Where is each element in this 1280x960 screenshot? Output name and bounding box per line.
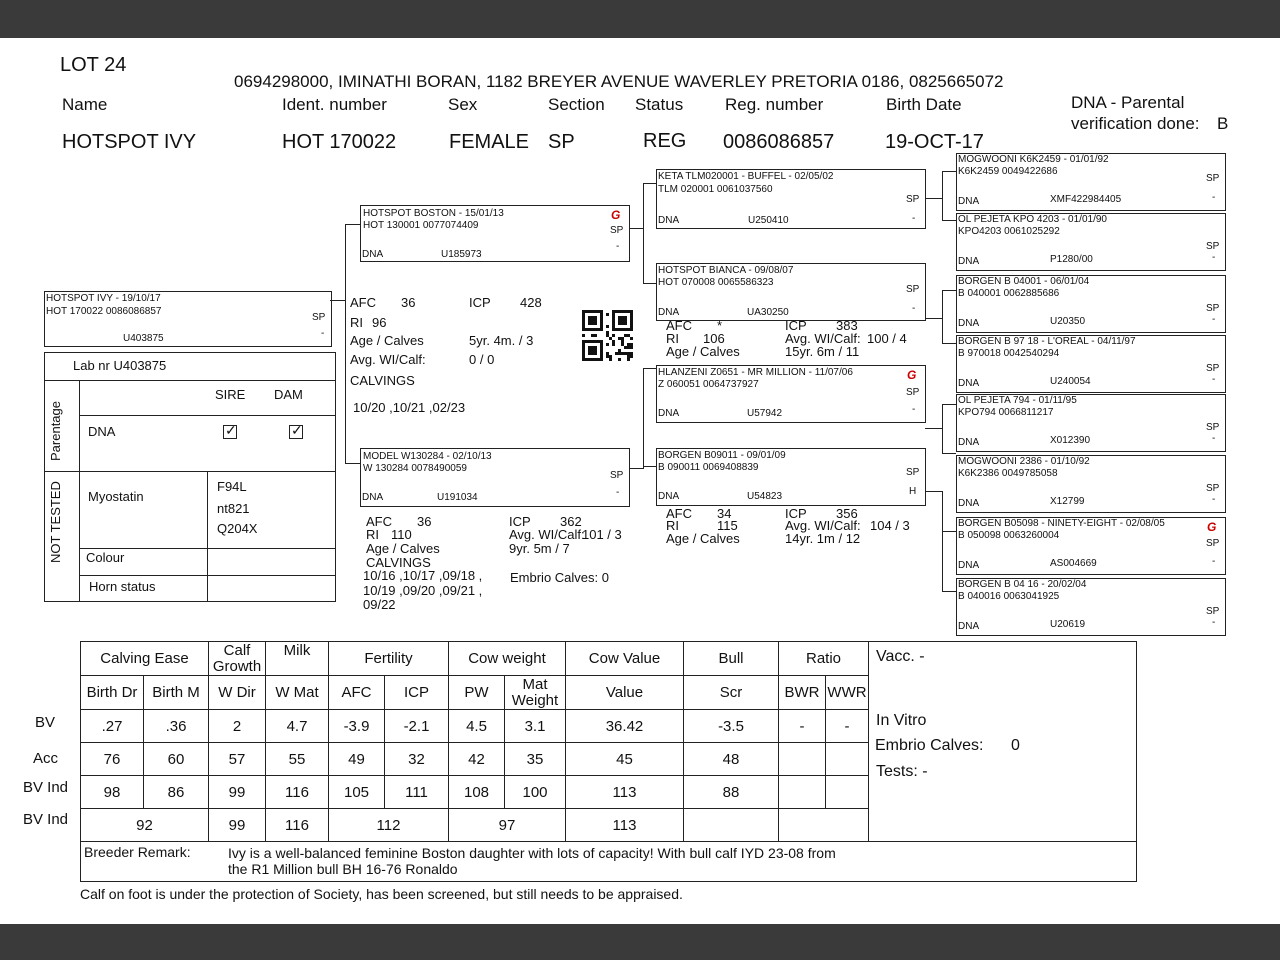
header-sex: Sex [448,95,478,114]
dd-avg-wi-label: Avg. WI/Calf: [785,518,861,533]
ggp-dna-label: DNA [958,560,980,571]
age-calves-label: Age / Calves [350,333,424,348]
group-fertility: Fertility [329,642,449,676]
group-cow-value: Cow Value [566,642,684,676]
bv-cell-3: 4.7 [266,710,329,743]
ind-cell-8: 113 [566,776,684,809]
ind-cell-1: 86 [144,776,209,809]
ggp-ident: KPO794 0066811217 [958,407,1054,418]
ggp-dash: - [1212,433,1216,444]
sub-header-0: Birth Dr [81,676,144,710]
ggp-dna-code: X12799 [1050,496,1085,507]
ss-dna-label: DNA [658,215,680,226]
sd-age-calves-label: Age / Calves [666,344,740,359]
breeder-remark [81,842,1137,882]
ggp-ident: B 970018 0042540294 [958,348,1060,359]
dam-dam-box [656,448,926,506]
ggp-section: SP [1206,363,1220,374]
ggp-dna-code: XMF422984405 [1050,194,1122,205]
group-bull: Bull [684,642,779,676]
ggp-section: SP [1206,606,1220,617]
ind-cell-3: 116 [266,776,329,809]
dam-ri-label: RI [366,527,379,542]
bv-cell-8: 36.42 [566,710,684,743]
ds-section: SP [906,387,920,398]
ggp-dash: - [1212,617,1216,628]
ind-cell-4: 105 [329,776,385,809]
group-calving-ease: Calving Ease [81,642,209,676]
ggp-dna-label: DNA [958,621,980,632]
afc-value: 36 [401,295,416,310]
sd-title: HOTSPOT BIANCA - 09/08/07 [658,265,794,276]
dd-dna-code: U54823 [747,491,783,502]
dam-section: SP [610,470,624,481]
ind2-ratio [779,809,869,842]
icp-value: 428 [520,295,542,310]
bv-cell-2: 2 [209,710,266,743]
acc-cell-7: 35 [505,743,566,776]
ggp-dna-code: U20350 [1050,316,1086,327]
ds-dna-code: U57942 [747,408,783,419]
header-status: Status [635,95,684,114]
sd-afc-value: * [717,318,723,333]
ggp-box-7 [956,578,1226,636]
ggp-section: SP [1206,303,1220,314]
self-ident: HOT 170022 0086086857 [46,306,162,317]
sub-header-10: BWR [779,676,826,710]
ggp-ident: B 040001 0062885686 [958,288,1060,299]
acc-cell-0: 76 [81,743,144,776]
in-vitro: In Vitro [876,712,927,729]
lab-number: Lab nr U403875 [73,358,167,373]
sd-dash: - [912,303,916,314]
acc-cell-10 [779,743,826,776]
afc-label: AFC [350,295,376,310]
sd-age-calves-value: 15yr. 6m / 11 [785,344,860,359]
header-birth: Birth Date [886,95,962,114]
owner-details: 0694298000, IMINATHI BORAN, 1182 BREYER AVENUE WAVERLEY PRETORIA 0186, 0825665072 [234,72,1004,91]
vacc: Vacc. - [876,648,925,665]
ind2-calf-growth: 99 [209,809,266,842]
sub-header-5: ICP [385,676,449,710]
sd-dna-label: DNA [658,307,680,318]
dam-calvings-label: CALVINGS [366,555,431,570]
ind2-milk: 116 [266,809,329,842]
ggp-box-3 [956,335,1226,393]
calf-growth-2: Growth [212,657,262,675]
myostatin-label: Myostatin [88,489,144,504]
ggp-section: SP [1206,422,1220,433]
qr-code-icon [582,310,634,362]
sub-header-4: AFC [329,676,385,710]
ind-cell-5: 111 [385,776,449,809]
dam-calvings-2: 10/19 ,09/20 ,09/21 , [363,583,483,598]
header-reg: Reg. number [725,95,824,114]
header-name: Name [62,95,108,114]
ind2-cow-value: 113 [566,809,684,842]
dam-dash: - [616,487,620,498]
dd-afc-value: 34 [717,506,732,521]
dd-ri-label: RI [666,518,679,533]
lab-dam-header: DAM [274,387,303,402]
ds-title: HLANZENI Z0651 - MR MILLION - 11/07/06 [658,367,853,378]
ggp-box-5 [956,455,1226,513]
ggp-section: SP [1206,483,1220,494]
dam-age-calves-value: 9yr. 5m / 7 [509,541,570,556]
sire-dash: - [616,241,620,252]
ind-cell-6: 108 [449,776,505,809]
bv-cell-4: -3.9 [329,710,385,743]
ds-dash: - [912,404,916,415]
acc-cell-9: 48 [684,743,779,776]
myostatin-q204x: Q204X [217,521,258,536]
ggp-dna-label: DNA [958,318,980,329]
dam-dna-label: DNA [362,492,384,503]
ss-title: KETA TLM020001 - BUFFEL - 02/05/02 [658,171,834,182]
lab-dna-label: DNA [88,424,116,439]
ggp-dna-code: U240054 [1050,376,1091,387]
row-label-bv-ind-combined: BV Ind [23,811,69,828]
horn-status-label: Horn status [89,579,156,594]
dd-age-calves-label: Age / Calves [666,531,740,546]
ggp-dash: - [1212,556,1216,567]
row-label-acc: Acc [33,750,59,767]
sire-box [360,205,630,262]
sub-header-1: Birth M [144,676,209,710]
animal-section: SP [548,131,575,153]
ggp-dna-label: DNA [958,196,980,207]
calvings-value: 10/20 ,10/21 ,02/23 [353,400,466,415]
ggp-dash: - [1212,314,1216,325]
sd-icp-value: 383 [836,318,858,333]
acc-cell-3: 55 [266,743,329,776]
ind2-calving-ease: 92 [81,809,209,842]
ri-label: RI [350,315,363,330]
not-tested-label: NOT TESTED [48,481,63,563]
dd-title: BORGEN B09011 - 09/01/09 [658,450,786,461]
myostatin-f94l: F94L [217,479,247,494]
dam-dna-code: U191034 [437,492,478,503]
self-dna-code: U403875 [123,333,164,344]
ggp-ident: K6K2386 0049785058 [958,468,1058,479]
breeder-remark-label: Breeder Remark: [84,844,191,860]
ind2-bull [684,809,779,842]
ggp-dna-code: AS004669 [1050,558,1097,569]
dam-afc-label: AFC [366,514,392,529]
sub-header-2: W Dir [209,676,266,710]
ggp-dash: - [1212,374,1216,385]
dam-box [360,448,630,507]
row-label-bv-ind: BV Ind [23,779,69,796]
animal-reg: 0086086857 [723,131,835,153]
ind-cell-11 [826,776,869,809]
sd-avg-wi-label: Avg. WI/Calf: [785,331,861,346]
myostatin-nt821: nt821 [217,501,250,516]
ss-ident: TLM 020001 0061037560 [658,184,773,195]
ind-cell-10 [779,776,826,809]
sd-section: SP [906,284,920,295]
sub-header-11: WWR [826,676,869,710]
bv-cell-7: 3.1 [505,710,566,743]
group-milk: Milk [266,642,329,676]
ggp-dash: - [1212,494,1216,505]
ggp-dna-code: P1280/00 [1050,254,1093,265]
ggp-dna-label: DNA [958,378,980,389]
bv-cell-10: - [779,710,826,743]
society-logo-icon: G [611,208,621,222]
dam-title: MODEL W130284 - 02/10/13 [363,451,492,462]
bv-cell-1: .36 [144,710,209,743]
acc-cell-6: 42 [449,743,505,776]
sd-ri-label: RI [666,331,679,346]
animal-status: REG [643,130,687,152]
animal-ident: HOT 170022 [282,131,397,153]
dam-ident: W 130284 0078490059 [363,463,467,474]
ggp-ident: K6K2459 0049422686 [958,166,1058,177]
dd-ri-value: 115 [717,518,738,533]
avg-wi-value: 0 / 0 [469,352,495,367]
ss-dna-code: U250410 [748,215,789,226]
animal-name: HOTSPOT IVY [62,131,197,153]
ggp-dna-code: X012390 [1050,435,1091,446]
ggp-section: SP [1206,538,1220,549]
bv-cell-0: .27 [81,710,144,743]
ds-ident: Z 060051 0064737927 [658,379,759,390]
ggp-dna-label: DNA [958,498,980,509]
acc-cell-1: 60 [144,743,209,776]
breeding-values-table [80,641,1137,882]
tests: Tests: - [876,763,928,780]
ggp-title: BORGEN B 97 18 - L'OREAL - 04/11/97 [958,336,1136,347]
ind-cell-7: 100 [505,776,566,809]
ind-cell-2: 99 [209,776,266,809]
ggp-title: BORGEN B05098 - NINETY-EIGHT - 02/08/05 [958,518,1165,529]
header-ident: Ident. number [282,95,387,114]
ss-section: SP [906,194,920,205]
dam-ri-value: 110 [391,527,412,542]
ggp-dash: - [1212,192,1216,203]
header-dna: DNA - Parental [1071,93,1185,112]
sd-dna-code: UA30250 [747,307,789,318]
side-panel [869,642,1137,842]
age-calves-value: 5yr. 4m. / 3 [469,333,534,348]
ggp-section: SP [1206,173,1220,184]
calf-growth-1: Calf [223,641,251,659]
ggp-box-2 [956,275,1226,333]
dd-h: H [909,486,917,497]
lab-sire-header: SIRE [215,387,246,402]
ggp-title: MOGWOONI 2386 - 01/10/92 [958,456,1090,467]
dd-dna-label: DNA [658,491,680,502]
ggp-box-1 [956,213,1226,271]
sire-dna-check-icon [223,425,237,439]
ggp-title: BORGEN B 04001 - 06/01/04 [958,276,1090,287]
ri-value: 96 [372,315,387,330]
header-dna-verify: verification done: [1071,114,1200,133]
self-section: SP [312,312,326,323]
acc-cell-8: 45 [566,743,684,776]
ggp-title: MOGWOONI K6K2459 - 01/01/92 [958,154,1109,165]
bv-cell-6: 4.5 [449,710,505,743]
sire-dna-code: U185973 [441,249,482,260]
icp-label: ICP [469,295,491,310]
sub-header-8: Value [566,676,684,710]
sire-sire-box [656,169,926,229]
lot-number: LOT 24 [60,54,127,76]
dam-icp-label: ICP [509,514,531,529]
dam-afc-value: 36 [417,514,432,529]
breeder-remark-line2: the R1 Million bull BH 16-76 Ronaldo [228,861,458,877]
dam-dna-check-icon [289,425,303,439]
ggp-dash: - [1212,252,1216,263]
acc-cell-11 [826,743,869,776]
embrio-calves-value: 0 [1011,737,1020,754]
embrio-calves-label: Embrio Calves: [875,737,984,754]
calvings-label: CALVINGS [350,373,415,388]
dd-icp-value: 356 [836,506,858,521]
acc-cell-4: 49 [329,743,385,776]
ggp-ident: KPO4203 0061025292 [958,226,1060,237]
dd-age-calves-value: 14yr. 1m / 12 [785,531,861,546]
colour-label: Colour [86,550,125,565]
ggp-section: SP [1206,241,1220,252]
dam-age-calves-label: Age / Calves [366,541,440,556]
dd-afc-label: AFC [666,506,692,521]
dd-ident: B 090011 0069408839 [658,462,759,473]
dam-sire-box [656,365,926,423]
self-dash: - [321,328,325,339]
dam-avg-wi-label: Avg. WI/Calf: [509,527,585,542]
ggp-box-4 [956,394,1226,452]
dam-avg-wi-value: 101 / 3 [582,527,622,542]
acc-cell-5: 32 [385,743,449,776]
group-calf-growth [209,642,266,676]
mat-weight-1: Mat [522,675,548,693]
footer-note: Calf on foot is under the protection of Society, has been screened, but still needs to be appraised. [80,886,683,902]
sire-dam-box [656,263,926,321]
sd-avg-wi-value: 100 / 4 [867,331,907,346]
bv-cell-9: -3.5 [684,710,779,743]
parentage-label: Parentage [48,401,63,461]
ds-society-logo-icon: G [907,368,917,382]
ggp-box-0 [956,153,1226,211]
ggp-box-6 [956,517,1226,575]
sub-header-6: PW [449,676,505,710]
ggp-title: OL PEJETA KPO 4203 - 01/01/90 [958,214,1107,225]
ggp-title: OL PEJETA 794 - 01/11/95 [958,395,1077,406]
ggp-dna-label: DNA [958,437,980,448]
sd-ri-value: 106 [703,331,725,346]
ind2-fertility: 112 [329,809,449,842]
dd-section: SP [906,467,920,478]
ggp-title: BORGEN B 04 16 - 20/02/04 [958,579,1087,590]
mat-weight-2: Weight [511,691,559,709]
ggp-society-logo-icon: G [1207,520,1217,534]
ind-cell-0: 98 [81,776,144,809]
breeder-remark-line1: Ivy is a well-balanced feminine Boston daughter with lots of capacity! With bull calf IYD 23-08 from [228,845,836,861]
dam-calvings-3: 09/22 [363,597,396,612]
bv-cell-11: - [826,710,869,743]
lab-table [44,352,336,602]
pedigree-sheet [0,38,1280,924]
sd-afc-label: AFC [666,318,692,333]
dd-icp-label: ICP [785,506,807,521]
row-label-bv: BV [35,714,56,731]
sub-header-7 [505,676,566,710]
ind-cell-9: 88 [684,776,779,809]
sire-dna-label: DNA [362,249,384,260]
ggp-dna-code: U20619 [1050,619,1086,630]
dd-avg-wi-value: 104 / 3 [870,518,910,533]
ggp-dna-label: DNA [958,256,980,267]
ss-dash: - [912,213,916,224]
animal-birth: 19-OCT-17 [885,131,984,153]
dam-icp-value: 362 [560,514,582,529]
sd-ident: HOT 070008 0065586323 [658,277,774,288]
bv-cell-5: -2.1 [385,710,449,743]
ggp-ident: B 050098 0063260004 [958,530,1060,541]
ggp-ident: B 040016 0063041925 [958,591,1060,602]
ind2-cow-weight: 97 [449,809,566,842]
group-cow-weight: Cow weight [449,642,566,676]
sub-header-9: Scr [684,676,779,710]
sire-title: HOTSPOT BOSTON - 15/01/13 [363,208,504,219]
header-section: Section [548,95,605,114]
dam-embrio-calves: Embrio Calves: 0 [510,570,609,585]
ds-dna-label: DNA [658,408,680,419]
sd-icp-label: ICP [785,318,807,333]
acc-cell-2: 57 [209,743,266,776]
sire-ident: HOT 130001 0077074409 [363,220,479,231]
sub-header-3: W Mat [266,676,329,710]
animal-sex: FEMALE [449,131,530,153]
avg-wi-label: Avg. WI/Calf: [350,352,426,367]
dna-verify-flag: B [1217,114,1229,133]
self-box [44,291,332,347]
group-ratio: Ratio [779,642,869,676]
self-title: HOTSPOT IVY - 19/10/17 [46,293,161,304]
sire-section: SP [610,225,624,236]
dam-calvings-1: 10/16 ,10/17 ,09/18 , [363,568,483,583]
